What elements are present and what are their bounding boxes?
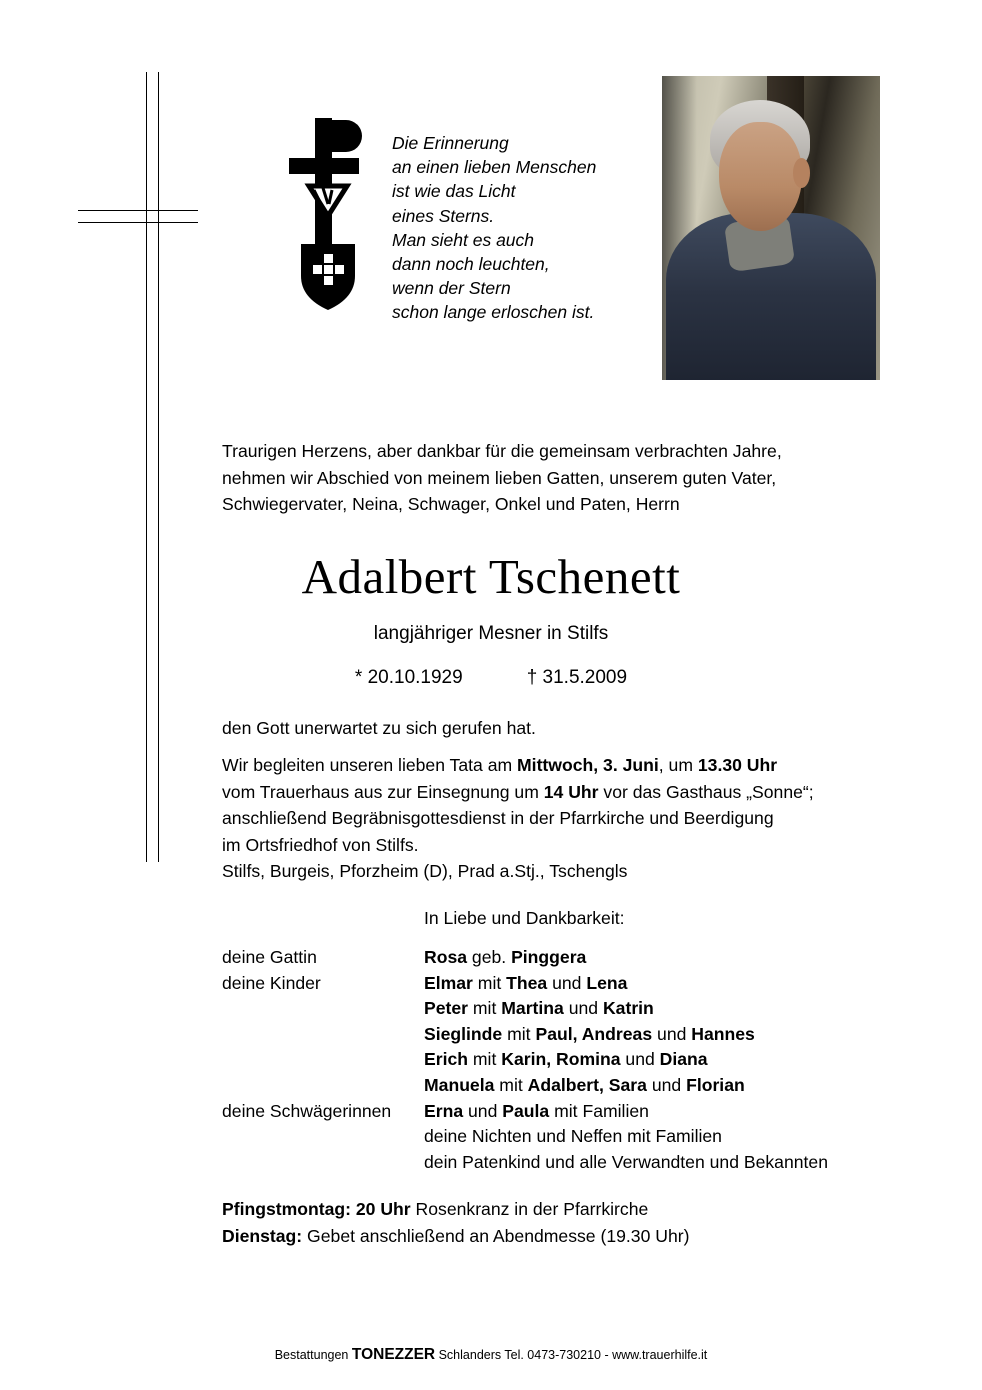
verse-line: Man sieht es auch — [392, 229, 535, 250]
family-connector: mit — [494, 1074, 528, 1095]
birth-date: * 20.10.1929 — [354, 667, 463, 688]
funeral-text: Wir begleiten unseren lieben Tata am — [222, 755, 518, 775]
family-row — [222, 1073, 922, 1099]
service-label: Dienstag: — [222, 1225, 303, 1246]
funeral-time: 13.30 Uhr — [697, 755, 778, 775]
family-names — [424, 1047, 922, 1073]
funeral-details — [222, 752, 882, 858]
family-connector: mit — [468, 1049, 502, 1070]
family-name: Adalbert, Sara — [527, 1074, 647, 1095]
verse-line: ist wie das Licht — [392, 181, 516, 202]
family-row — [222, 1124, 922, 1150]
verse-line: Die Erinnerung — [392, 133, 509, 153]
family-relation — [222, 1073, 424, 1099]
chalice-cross-emblem-icon — [283, 118, 373, 328]
death-date: † 31.5.2009 — [526, 667, 628, 688]
family-name: Diana — [659, 1049, 708, 1070]
intro-line: Schwiegervater, Neina, Schwager, Onkel und Paten, Herrn — [222, 494, 680, 514]
family-name: Karin, Romina — [501, 1049, 621, 1070]
family-name: Pinggera — [511, 947, 587, 967]
family-names — [424, 996, 922, 1022]
family-names — [424, 1099, 922, 1125]
family-names — [424, 1073, 922, 1099]
intro-line: Traurigen Herzens, aber dankbar für die gemeinsam verbrachten Jahre, — [222, 441, 782, 461]
family-name: Lena — [586, 972, 628, 993]
family-name: Peter — [424, 998, 469, 1019]
family-row — [222, 1047, 922, 1073]
family-connector: mit — [502, 1023, 536, 1044]
family-connector: und — [563, 998, 603, 1019]
family-name: Florian — [686, 1074, 745, 1095]
family-connector: geb. — [467, 947, 512, 967]
places-line: Stilfs, Burgeis, Pforzheim (D), Prad a.Stj., Tschengls — [222, 861, 628, 881]
family-relation — [222, 1022, 424, 1048]
deceased-subtitle: langjähriger Mesner in Stilfs — [373, 623, 609, 644]
family-connector: und — [652, 1023, 692, 1044]
after-dates-line: den Gott unerwartet zu sich gerufen hat. — [222, 718, 536, 738]
family-row — [222, 971, 922, 997]
family-connector: und — [620, 1049, 660, 1070]
service-times — [222, 1196, 922, 1249]
in-love-heading: In Liebe und Dankbarkeit: — [424, 908, 625, 928]
family-names — [424, 945, 922, 971]
family-name: Rosa — [424, 947, 468, 967]
portrait-photo — [662, 76, 880, 380]
intro-line: nehmen wir Abschied von meinem lieben Gatten, unserem guten Vater, — [222, 467, 777, 488]
service-line-tuesday — [222, 1223, 922, 1250]
funeral-home-footer — [0, 1346, 982, 1364]
family-name: Elmar — [424, 972, 473, 993]
family-connector: und — [646, 1074, 687, 1095]
family-relation — [222, 1124, 424, 1150]
family-name: Martina — [501, 998, 564, 1019]
family-row — [222, 945, 922, 971]
funeral-day: Mittwoch, 3. Juni — [517, 755, 659, 775]
family-relation: deine Kinder — [222, 972, 321, 993]
family-relation: deine Gattin — [222, 947, 317, 967]
funeral-line-2 — [222, 779, 882, 806]
deceased-name: Adalbert Tschenett — [301, 549, 681, 604]
family-names — [424, 1022, 922, 1048]
memorial-verse — [392, 131, 642, 325]
family-name: Thea — [506, 972, 548, 993]
family-relation: deine Schwägerinnen — [222, 1100, 392, 1121]
blessing-time: 14 Uhr — [543, 781, 599, 802]
family-names — [424, 971, 922, 997]
verse-line: an einen lieben Menschen — [392, 157, 597, 178]
family-row — [222, 1150, 922, 1176]
family-list — [222, 945, 922, 1175]
funeral-text: , um — [658, 755, 698, 775]
verse-line: wenn der Stern — [392, 278, 511, 299]
family-connector: und — [547, 972, 587, 993]
family-row — [222, 1099, 922, 1125]
family-relation — [222, 1047, 424, 1073]
footer-prefix: Bestattungen — [274, 1348, 352, 1362]
family-row — [222, 996, 922, 1022]
funeral-line-4: im Ortsfriedhof von Stilfs. — [222, 834, 419, 855]
verse-line: dann noch leuchten, — [392, 254, 550, 275]
service-line-monday — [222, 1196, 922, 1223]
family-name: Hannes — [691, 1023, 755, 1044]
family-name: Erich — [424, 1049, 469, 1070]
family-text: deine Nichten und Neffen mit Familien — [424, 1126, 722, 1147]
verse-line: eines Sterns. — [392, 205, 495, 226]
family-connector: mit — [468, 998, 502, 1019]
family-connector: und — [463, 1100, 503, 1121]
verse-line: schon lange erloschen ist. — [392, 302, 595, 323]
family-connector: mit — [472, 972, 507, 993]
funeral-line-3: anschließend Begräbnisgottesdienst in der Pfarrkirche und Beerdigung — [222, 808, 774, 828]
family-name: Manuela — [424, 1074, 495, 1095]
family-name: Erna — [424, 1100, 464, 1121]
cross-icon — [78, 72, 198, 862]
family-name: Sieglinde — [424, 1023, 503, 1044]
family-row — [222, 1022, 922, 1048]
footer-contact: Schlanders Tel. 0473-730210 - www.trauerhilfe.it — [435, 1348, 708, 1362]
family-text: dein Patenkind und alle Verwandten und Bekannten — [424, 1151, 828, 1172]
family-connector: mit Familien — [549, 1100, 649, 1121]
life-dates — [0, 667, 982, 689]
service-label: Pfingstmontag: 20 Uhr — [222, 1199, 411, 1219]
family-relation — [222, 996, 424, 1022]
family-name: Katrin — [602, 998, 654, 1019]
family-name: Paula — [502, 1100, 550, 1121]
family-names — [424, 1150, 922, 1176]
service-text: Gebet anschließend an Abendmesse (19.30 Uhr) — [302, 1225, 690, 1246]
family-names — [424, 1124, 922, 1150]
intro-paragraph — [222, 438, 862, 518]
funeral-text: vom Trauerhaus aus zur Einsegnung um — [222, 781, 544, 802]
service-text: Rosenkranz in der Pfarrkirche — [410, 1199, 649, 1219]
funeral-line-1 — [222, 752, 882, 779]
funeral-text: vor das Gasthaus „Sonne“; — [598, 781, 814, 802]
footer-brand: TONEZZER — [351, 1346, 436, 1363]
family-relation — [222, 1150, 424, 1176]
family-name: Paul, Andreas — [535, 1023, 653, 1044]
